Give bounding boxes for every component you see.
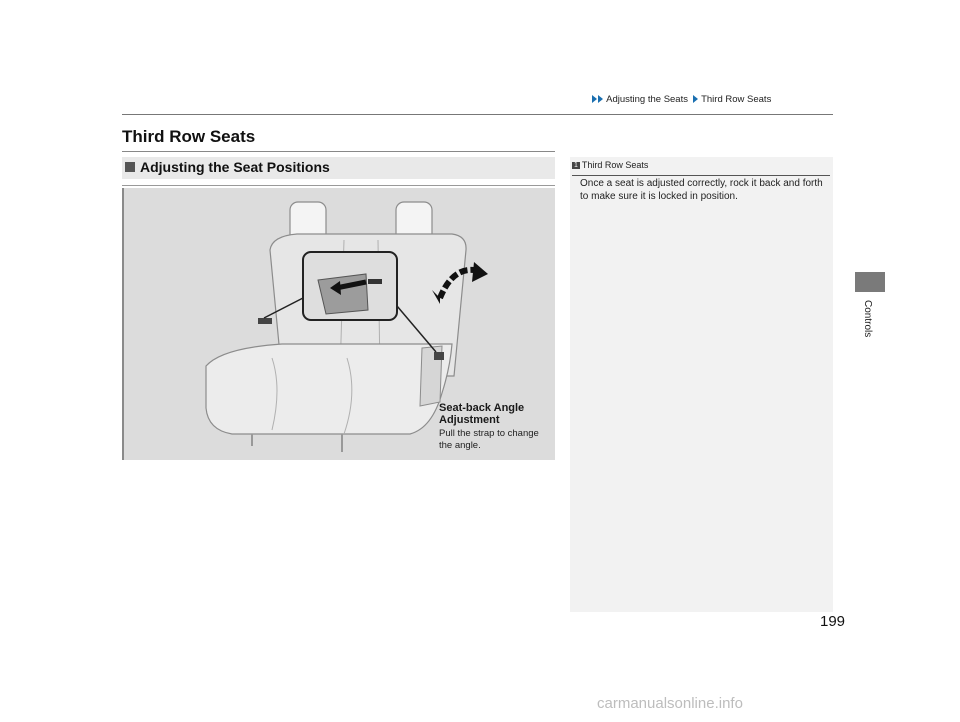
title-rule bbox=[122, 151, 555, 152]
strap-left bbox=[258, 318, 272, 324]
watermark: carmanualsonline.info bbox=[597, 695, 743, 712]
header-rule bbox=[122, 114, 833, 115]
breadcrumb-item-adjusting-seats[interactable]: Adjusting the Seats bbox=[606, 94, 688, 105]
note-rule bbox=[572, 175, 830, 176]
strap-right bbox=[434, 352, 444, 360]
section-title: Adjusting the Seat Positions bbox=[140, 159, 330, 175]
note-title: Third Row Seats bbox=[581, 160, 649, 170]
note-heading bbox=[572, 160, 648, 170]
section-square-icon bbox=[125, 162, 135, 172]
chapter-label: Controls bbox=[862, 300, 873, 338]
breadcrumb-arrow-icon bbox=[598, 95, 603, 103]
callout-title: Seat-back Angle Adjustment bbox=[439, 402, 525, 426]
breadcrumb-item-third-row-seats[interactable]: Third Row Seats bbox=[701, 94, 772, 105]
note-ref-badge: 1 bbox=[574, 162, 578, 169]
callout-body: Pull the strap to change the angle. bbox=[439, 428, 539, 451]
page-number: 199 bbox=[820, 613, 846, 630]
seat-cushion bbox=[206, 344, 452, 434]
note-body: Once a seat is adjusted correctly, rock it back and forth to make sure it is locked in position. bbox=[580, 178, 823, 202]
chapter-tab[interactable] bbox=[855, 272, 885, 292]
breadcrumb bbox=[592, 94, 852, 105]
breadcrumb-arrow-icon bbox=[592, 95, 597, 103]
section-rule bbox=[122, 185, 555, 186]
breadcrumb-arrow-icon bbox=[693, 95, 698, 103]
note-panel bbox=[570, 157, 833, 612]
page-title: Third Row Seats bbox=[122, 127, 256, 146]
illustration-edge bbox=[122, 188, 124, 460]
section-heading bbox=[122, 157, 555, 179]
